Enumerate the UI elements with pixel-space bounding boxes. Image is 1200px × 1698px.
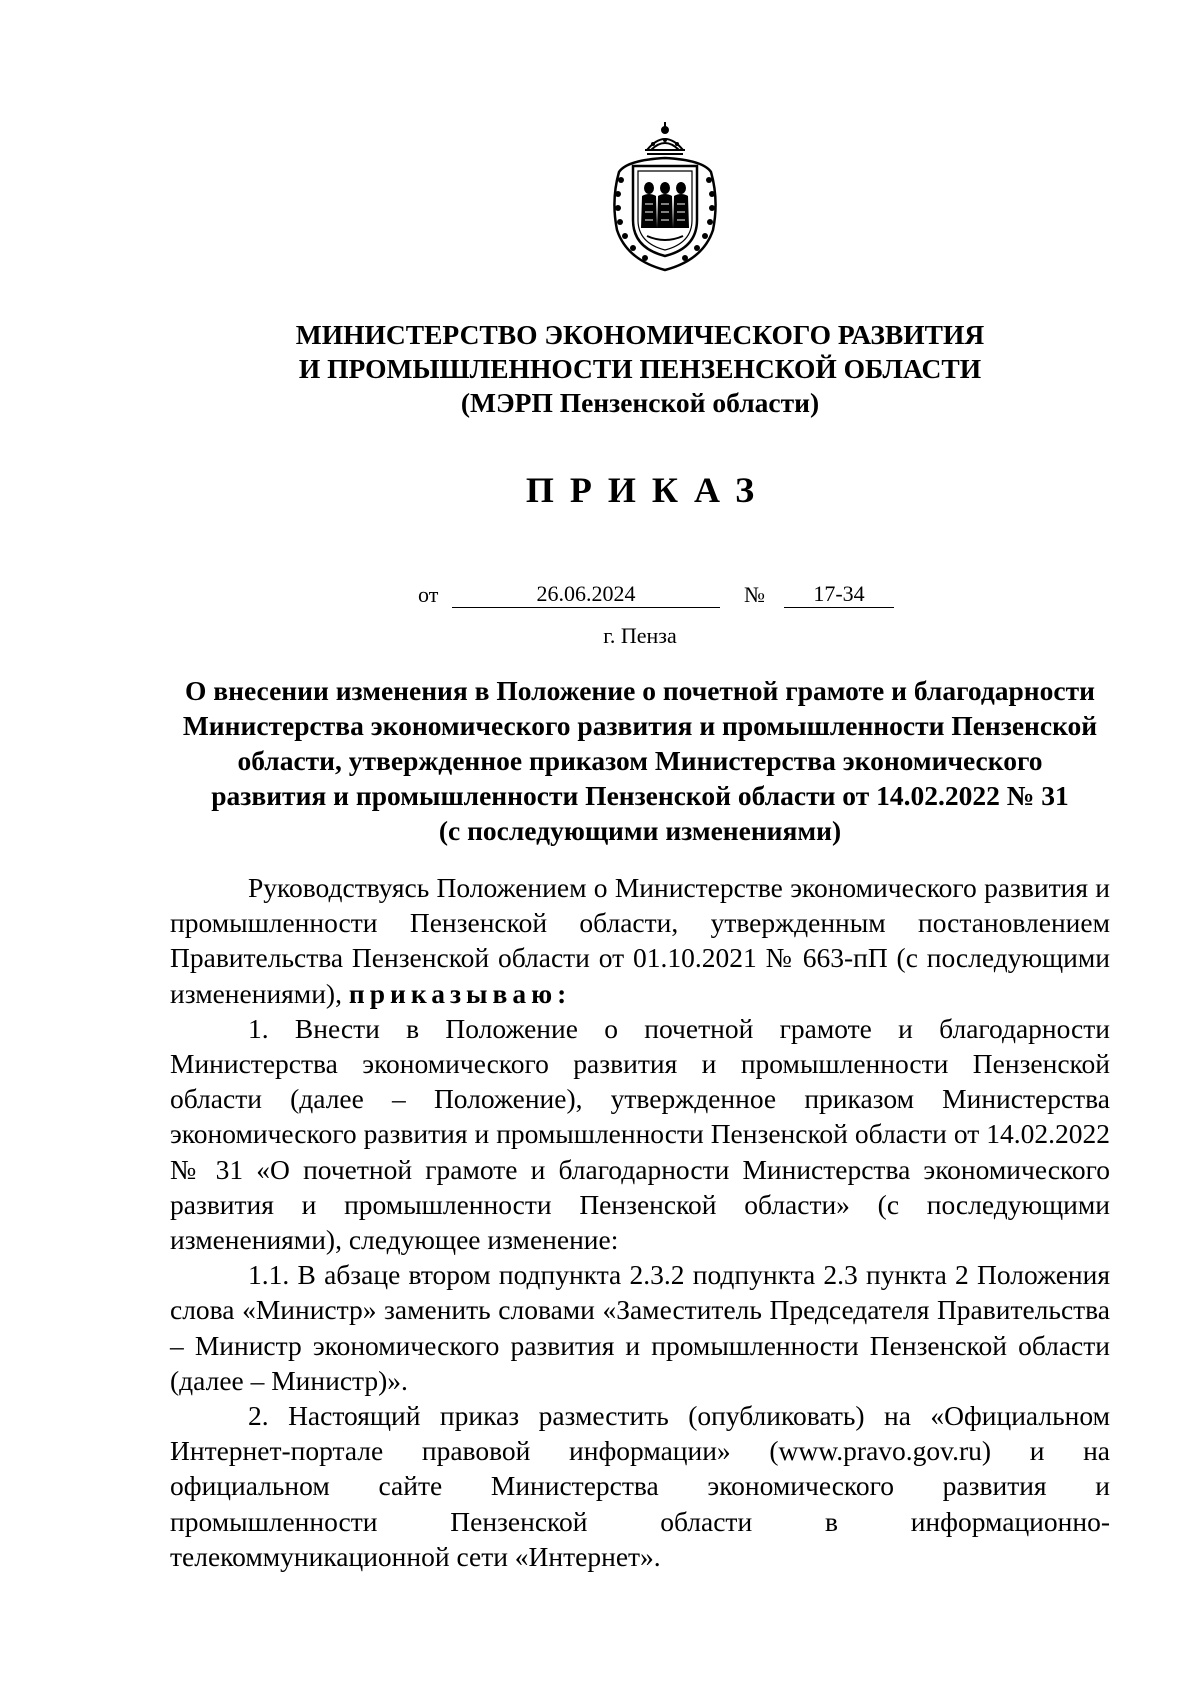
subject-line-2: Министерства экономического развития и промышленности Пензенской	[182, 710, 1098, 741]
item-1-1-paragraph: 1.1. В абзаце втором подпункта 2.3.2 подпункта 2.3 пункта 2 Положения слова «Министр» заменить словами «Заместитель Председателя Правительства – Министр экономического развития и промышленности Пензенской области (далее – Министр)».	[170, 1259, 1110, 1396]
item-1-paragraph: 1. Внести в Положение о почетной грамоте и благодарности Министерства экономического развития и промышленности Пензенской области (далее – Положение), утвержденное приказом Министерства экономического развития и промышленности Пензенской области от 14.02.2022 № 31 «О почетной грамоте и благодарности Министерства экономического развития и промышленности Пензенской области» (с последующими изменениями), следующее изменение:	[170, 1012, 1110, 1256]
date-label: от	[418, 582, 439, 607]
preamble-text: Руководствуясь Положением о Министерстве экономического развития и промышленности Пензенской области, утвержденным постановлением Правительства Пензенской области от 01.10.2021 № 663-пП (с последующими изменениями),	[170, 872, 1110, 1009]
order-word: приказываю:	[348, 977, 572, 1009]
number-label: №	[744, 582, 765, 607]
coat-of-arms-icon	[607, 120, 723, 272]
document-number: 17-34	[784, 580, 894, 608]
item-2-paragraph: 2. Настоящий приказ разместить (опубликовать) на «Официальном Интернет-портале правовой информации» (www.pravo.gov.ru) и на официальном сайте Министерства экономического развития и промышленности Пензенской области в информационно-телекоммуникационной сети «Интернет».	[170, 1400, 1110, 1572]
org-name-line-1: МИНИСТЕРСТВО ЭКОНОМИЧЕСКОГО РАЗВИТИЯ	[295, 319, 985, 350]
subject-line-1: О внесении изменения в Положение о почетной грамоте и благодарности	[185, 675, 1095, 706]
document-type-title: ПРИКАЗ	[525, 470, 771, 510]
subject-line-4: развития и промышленности Пензенской области от 14.02.2022 № 31	[211, 780, 1069, 811]
document-city: г. Пенза	[603, 623, 677, 648]
org-name-line-2: И ПРОМЫШЛЕННОСТИ ПЕНЗЕНСКОЙ ОБЛАСТИ	[298, 353, 982, 384]
preamble-paragraph	[170, 870, 1110, 1011]
document-date: 26.06.2024	[452, 580, 720, 608]
document-subject	[170, 673, 1110, 848]
organization-header	[170, 318, 1110, 420]
subject-line-3: области, утвержденное приказом Министерства экономического	[237, 745, 1043, 776]
org-short-name: (МЭРП Пензенской области)	[460, 387, 820, 418]
subject-line-5: (с последующими изменениями)	[438, 815, 842, 846]
document-body	[170, 870, 1110, 1574]
